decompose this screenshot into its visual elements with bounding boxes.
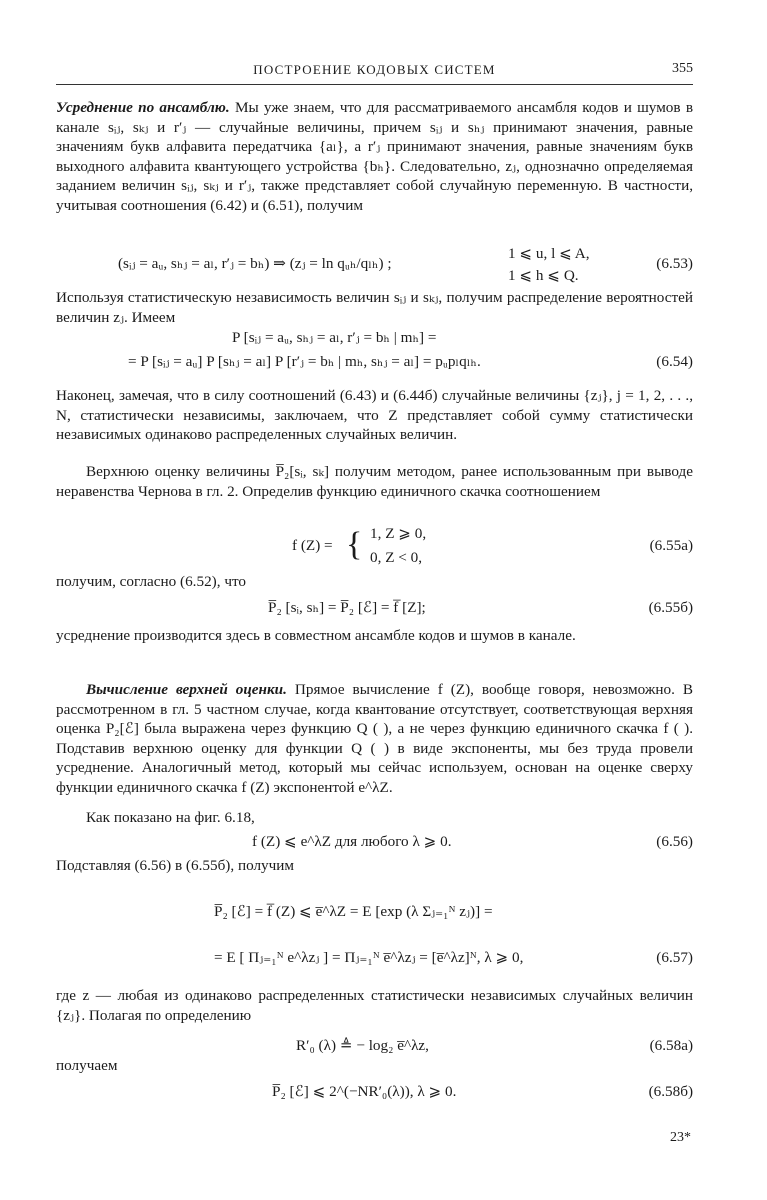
equation-body: R′₀ (λ) ≜ − log₂ e̅^λz, <box>296 1037 429 1054</box>
paragraph-averaging-channel: усреднение производится здесь в совместном ансамбле кодов и шумов в канале. <box>56 627 576 644</box>
equation-6-54 <box>56 328 693 372</box>
paragraph-text: Прямое вычисление f (Z), вообще говоря, невозможно. В рассмотренном в гл. 5 частном случае, когда квантование отсутствует, соответствующая верхняя оценка P₂[ℰ] была выражена через функцию Q ( ), а не через функцию единичного скачка f ( ). Подставив верхнюю оценку для функции Q ( ) в виде экспоненты, мы без труда провели усреднение. Аналогичный метод, который мы сейчас используем, основан на оценке сверху функции единичного скачка f (Z) экспонентой e^λZ. <box>56 681 694 796</box>
equation-line: = P [sᵢⱼ = aᵤ] P [sₕⱼ = aₗ] P [r′ⱼ = bₕ | mₕ, sₕⱼ = aₗ] = pᵤpₗqₗₕ. <box>128 353 481 370</box>
equation-line: = E [ Πⱼ₌₁ᴺ e^λzⱼ ] = Πⱼ₌₁ᴺ e̅^λzⱼ = [e̅^λz]ᴺ, λ ⩾ 0, <box>214 949 524 966</box>
paragraph-obtain: получаем <box>56 1057 118 1074</box>
equation-line: P [sᵢⱼ = aᵤ, sₕⱼ = aₗ, r′ⱼ = bₕ | mₕ] = <box>232 329 437 346</box>
equation-body: P̅₂ [sᵢ, sₕ] = P̅₂ [ℰ] = f̅ [Z]; <box>268 599 426 616</box>
equation-6-56 <box>56 832 693 856</box>
equation-number: (6.55б) <box>648 599 693 616</box>
paragraph-upper-estimate <box>56 680 693 798</box>
paragraph-text: Мы уже знаем, что для рассматриваемого ансамбля кодов и шумов в канале sᵢⱼ, sₖⱼ и r′ⱼ — случайные величины, причем sᵢⱼ и sₕⱼ принимают значения, равные значениям букв алфавита передатчика {aₗ}, а r′ⱼ принимают значения, равные значениям букв выходного алфавита квантующего устройства {bₕ}. Следовательно, zⱼ, однозначно определяемая заданием величин sᵢⱼ, sₖⱼ и r′ⱼ, также представляет собой случайную переменную. В частности, учитывая соотношения (6.42) и (6.51), получим <box>56 99 693 214</box>
equation-number: (6.55а) <box>649 537 693 554</box>
signature-mark: 23* <box>670 1130 691 1145</box>
brace-symbol: { <box>346 526 363 563</box>
equation-number: (6.53) <box>656 255 693 272</box>
paragraph-where-z: где z — любая из одинаково распределенных статистически независимых случайных величин {zⱼ}. Полагая по определению <box>56 987 693 1024</box>
equation-condition: 1 ⩽ u, l ⩽ A, <box>508 245 590 262</box>
paragraph-as-shown: Как показано на фиг. 6.18, <box>86 809 255 826</box>
paragraph-according: получим, согласно (6.52), что <box>56 573 246 590</box>
equation-body: f (Z) ⩽ e^λZ для любого λ ⩾ 0. <box>252 833 452 850</box>
equation-condition: 1 ⩽ h ⩽ Q. <box>508 267 579 284</box>
equation-body: P̅₂ [ℰ] ⩽ 2^(−NR′₀(λ)), λ ⩾ 0. <box>272 1083 457 1100</box>
equation-lhs: f (Z) = <box>292 537 333 554</box>
equation-number: (6.58б) <box>648 1083 693 1100</box>
equation-number: (6.58а) <box>649 1037 693 1054</box>
running-title: ПОСТРОЕНИЕ КОДОВЫХ СИСТЕМ <box>253 62 496 77</box>
equation-line: P̅₂ [ℰ] = f̅ (Z) ⩽ e̅^λZ = E [exp (λ Σⱼ₌₁ᴺ zⱼ)] = <box>214 903 493 920</box>
runin-heading-ensemble-averaging: Усреднение по ансамблю. <box>56 99 230 116</box>
paragraph-ensemble-averaging <box>56 98 693 216</box>
equation-case: 1, Z ⩾ 0, <box>370 525 427 542</box>
equation-6-55b <box>56 598 693 622</box>
paragraph-independence: Используя статистическую независимость величин sᵢⱼ и sₖⱼ, получим распределение вероятностей величин zⱼ. Имеем <box>56 289 693 326</box>
equation-6-57 <box>56 902 693 982</box>
equation-body: (sᵢⱼ = aᵤ, sₕⱼ = aₗ, r′ⱼ = bₕ) ⇒ (zⱼ = ln qᵤₕ/qₗₕ) ; <box>118 255 392 272</box>
equation-6-55a <box>56 522 693 570</box>
equation-case: 0, Z < 0, <box>370 549 423 566</box>
equation-number: (6.57) <box>656 949 693 966</box>
equation-6-53 <box>56 244 693 288</box>
equation-6-58b <box>56 1082 693 1106</box>
page-header <box>56 62 693 85</box>
page-number: 355 <box>672 61 693 76</box>
equation-number: (6.54) <box>656 353 693 370</box>
paragraph-upper-bound: Верхнюю оценку величины P̅₂[sᵢ, sₖ] получим методом, ранее использованным при выводе неравенства Чернова в гл. 2. Определив функцию единичного скачка соотношением <box>56 463 693 500</box>
runin-heading-upper-estimate: Вычисление верхней оценки. <box>86 681 287 698</box>
equation-number: (6.56) <box>656 833 693 850</box>
paragraph-substituting: Подставляя (6.56) в (6.55б), получим <box>56 857 295 874</box>
paragraph-sum-independent: Наконец, замечая, что в силу соотношений (6.43) и (6.44б) случайные величины {zⱼ}, j = 1, 2, . . ., N, статистически независимы, заключаем, что Z представляет собой сумму статистически независимых одинаково распределенных случайных величин. <box>56 387 693 444</box>
